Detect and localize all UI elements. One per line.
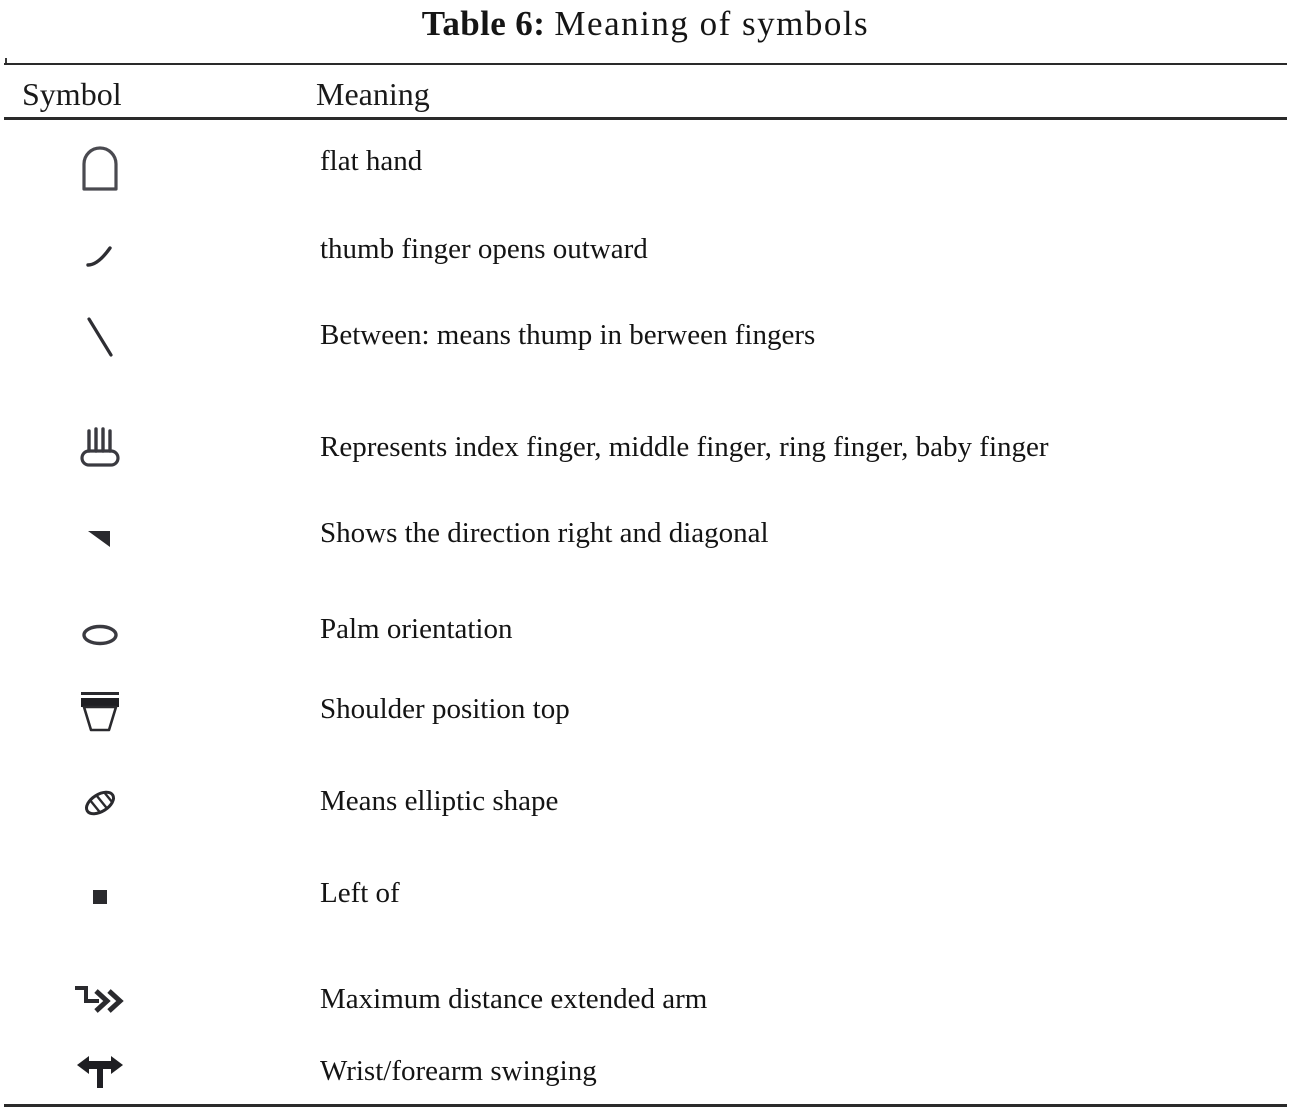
meaning-text: Wrist/forearm swinging — [320, 1055, 597, 1087]
symbol-cell — [40, 302, 160, 372]
symbol-cell — [40, 768, 160, 838]
meaning-text: thumb finger opens outward — [320, 233, 648, 265]
symbol-cell — [40, 1036, 160, 1106]
table-top-rule — [4, 63, 1287, 65]
table-header-rule — [4, 117, 1287, 120]
symbol-cell — [40, 862, 160, 932]
meaning-text: flat hand — [320, 145, 423, 177]
symbol-cell — [40, 502, 160, 572]
symbol-cell — [40, 134, 160, 204]
table-caption-text: Meaning of symbols — [554, 4, 870, 43]
column-header-symbol: Symbol — [22, 76, 122, 112]
table-caption — [0, 0, 1291, 48]
meaning-text: Represents index finger, middle finger, ring finger, baby finger — [320, 431, 1049, 463]
four-fingers-over-bar-icon — [75, 423, 125, 471]
flat-ellipse-icon — [78, 619, 122, 651]
meaning-text: Shoulder position top — [320, 693, 570, 725]
curved-rising-stroke-icon — [78, 235, 122, 275]
stepped-double-chevron-arrow-icon — [69, 975, 131, 1019]
symbol-cell — [40, 412, 160, 482]
table-bottom-rule — [4, 1104, 1287, 1107]
column-header-meaning: Meaning — [316, 76, 430, 112]
symbol-cell — [40, 962, 160, 1032]
corner-direction-icon — [80, 517, 120, 557]
meaning-text: Between: means thump in berween fingers — [320, 319, 816, 351]
arch-flat-hand-icon — [78, 145, 122, 193]
filled-square-icon — [87, 884, 113, 910]
trapezoid-shoulder-icon — [75, 686, 125, 736]
table-caption-label: Table 6: — [421, 4, 546, 43]
meaning-text: Maximum distance extended arm — [320, 983, 708, 1015]
diagonal-backslash-icon — [78, 311, 122, 363]
meaning-text: Palm orientation — [320, 613, 513, 645]
symbol-cell — [40, 676, 160, 746]
meaning-text: Means elliptic shape — [320, 785, 559, 817]
double-headed-arrow-with-stem-icon — [73, 1048, 127, 1094]
hatched-ellipse-icon — [77, 783, 123, 823]
meaning-text: Left of — [320, 877, 400, 909]
symbol-cell — [40, 220, 160, 290]
symbol-cell — [40, 600, 160, 670]
meaning-text: Shows the direction right and diagonal — [320, 517, 769, 549]
